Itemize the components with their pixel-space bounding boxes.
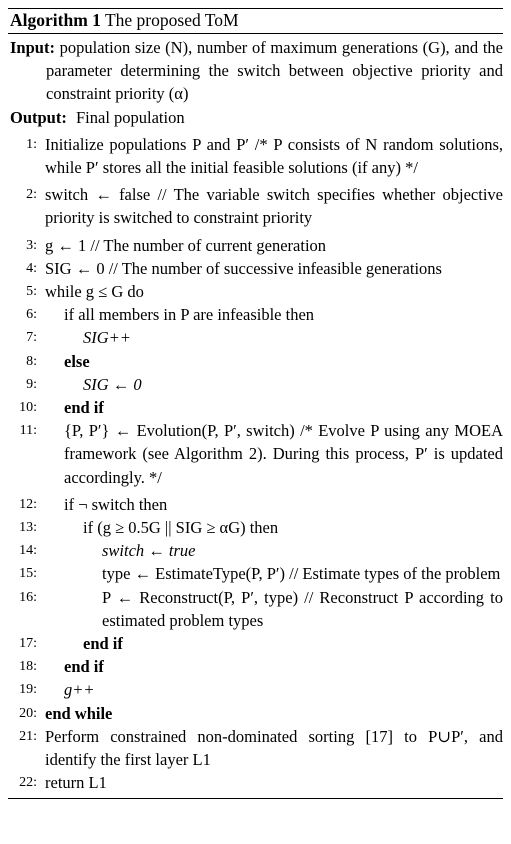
line-text: SIG ← 0 (83, 374, 142, 394)
line-16 (8, 586, 503, 632)
line-text: type ← EstimateType(P, P′) // Estimate types of the problem (102, 564, 501, 584)
line-text: else (64, 351, 90, 371)
line-number: 16: (19, 589, 37, 605)
line-13 (8, 516, 503, 539)
line-22 (8, 771, 503, 794)
line-text: end if (83, 634, 123, 654)
line-text: return L1 (45, 773, 107, 793)
line-text: if all members in P are infeasible then (64, 305, 315, 325)
line-number: 4: (26, 260, 37, 276)
line-number: 19: (19, 682, 37, 698)
line-text: g++ (64, 680, 95, 700)
line-number: 22: (19, 775, 37, 791)
line-11 (8, 419, 503, 489)
line-number: 18: (19, 659, 37, 675)
line-number: 3: (26, 237, 37, 253)
line-number: 2: (26, 187, 37, 203)
line-text: P ← Reconstruct(P, P′, type) // Reconstruct P according to estimated problem types (102, 587, 503, 630)
line-8 (8, 350, 503, 373)
line-number: 5: (26, 284, 37, 300)
line-text: Initialize populations P and P′ /* P consists of N random solutions, while P′ stores all the initial feasible solutions (if any) */ (45, 134, 503, 178)
line-number: 9: (26, 376, 37, 392)
line-text: if ¬ switch then (64, 494, 168, 514)
line-number: 6: (26, 307, 37, 323)
line-text: end while (45, 703, 113, 723)
line-1 (8, 133, 503, 179)
line-text: Perform constrained non-dominated sorting [17] to P∪P′, and identify the first layer L1 (45, 726, 503, 770)
line-text: switch ← false // The variable switch specifies whether objective priority is switched to constraint priority (45, 185, 503, 228)
line-19 (8, 678, 503, 701)
line-21 (8, 725, 503, 771)
line-number: 12: (19, 496, 37, 512)
line-number: 21: (19, 728, 37, 744)
line-text: SIG ← 0 // The number of successive infeasible generations (45, 258, 442, 278)
line-text: SIG++ (83, 328, 131, 348)
line-text: end if (64, 398, 104, 418)
line-text: end if (64, 657, 104, 677)
line-number: 10: (19, 400, 37, 416)
output-head: Output: (10, 107, 67, 127)
line-text: g ← 1 // The number of current generation (45, 235, 327, 255)
line-5 (8, 280, 503, 303)
line-number: 14: (19, 543, 37, 559)
line-2 (8, 183, 503, 229)
line-4 (8, 257, 503, 280)
line-number: 1: (26, 136, 37, 152)
line-17 (8, 632, 503, 655)
caption-title: The proposed ToM (104, 10, 239, 30)
output-spec (10, 106, 503, 129)
line-7 (8, 326, 503, 349)
line-text: if (g ≥ 0.5G || SIG ≥ αG) then (83, 518, 279, 538)
input-head: Input: (10, 38, 55, 57)
line-number: 20: (19, 705, 37, 721)
input-text: population size (N), number of maximum generations (G), and the parameter determining the switch between objective priority and constraint priority (α) (46, 38, 503, 104)
caption-label: Algorithm 1 (10, 10, 101, 30)
line-15 (8, 562, 503, 585)
caption-rule (8, 33, 503, 34)
line-9 (8, 373, 503, 396)
line-10 (8, 396, 503, 419)
line-number: 13: (19, 520, 37, 536)
line-14 (8, 539, 503, 562)
algorithm-caption (8, 9, 503, 33)
line-6 (8, 303, 503, 326)
line-18 (8, 655, 503, 678)
output-text: Final population (75, 107, 185, 127)
line-3 (8, 234, 503, 257)
algorithm-box (8, 8, 503, 799)
line-number: 7: (26, 330, 37, 346)
line-text: {P, P′} ← Evolution(P, P′, switch) /* Evolve P using any MOEA framework (see Algorithm 2). During this process, P′ is updated accordingly. */ (64, 421, 503, 487)
line-text: while g ≤ G do (45, 282, 144, 302)
line-number: 8: (26, 353, 37, 369)
line-text: switch ← true (102, 541, 196, 561)
input-spec (10, 36, 503, 106)
line-number: 11: (19, 423, 37, 439)
line-number: 15: (19, 566, 37, 582)
line-number: 17: (19, 636, 37, 652)
line-12 (8, 493, 503, 516)
bottom-rule (8, 798, 503, 799)
line-20 (8, 702, 503, 725)
